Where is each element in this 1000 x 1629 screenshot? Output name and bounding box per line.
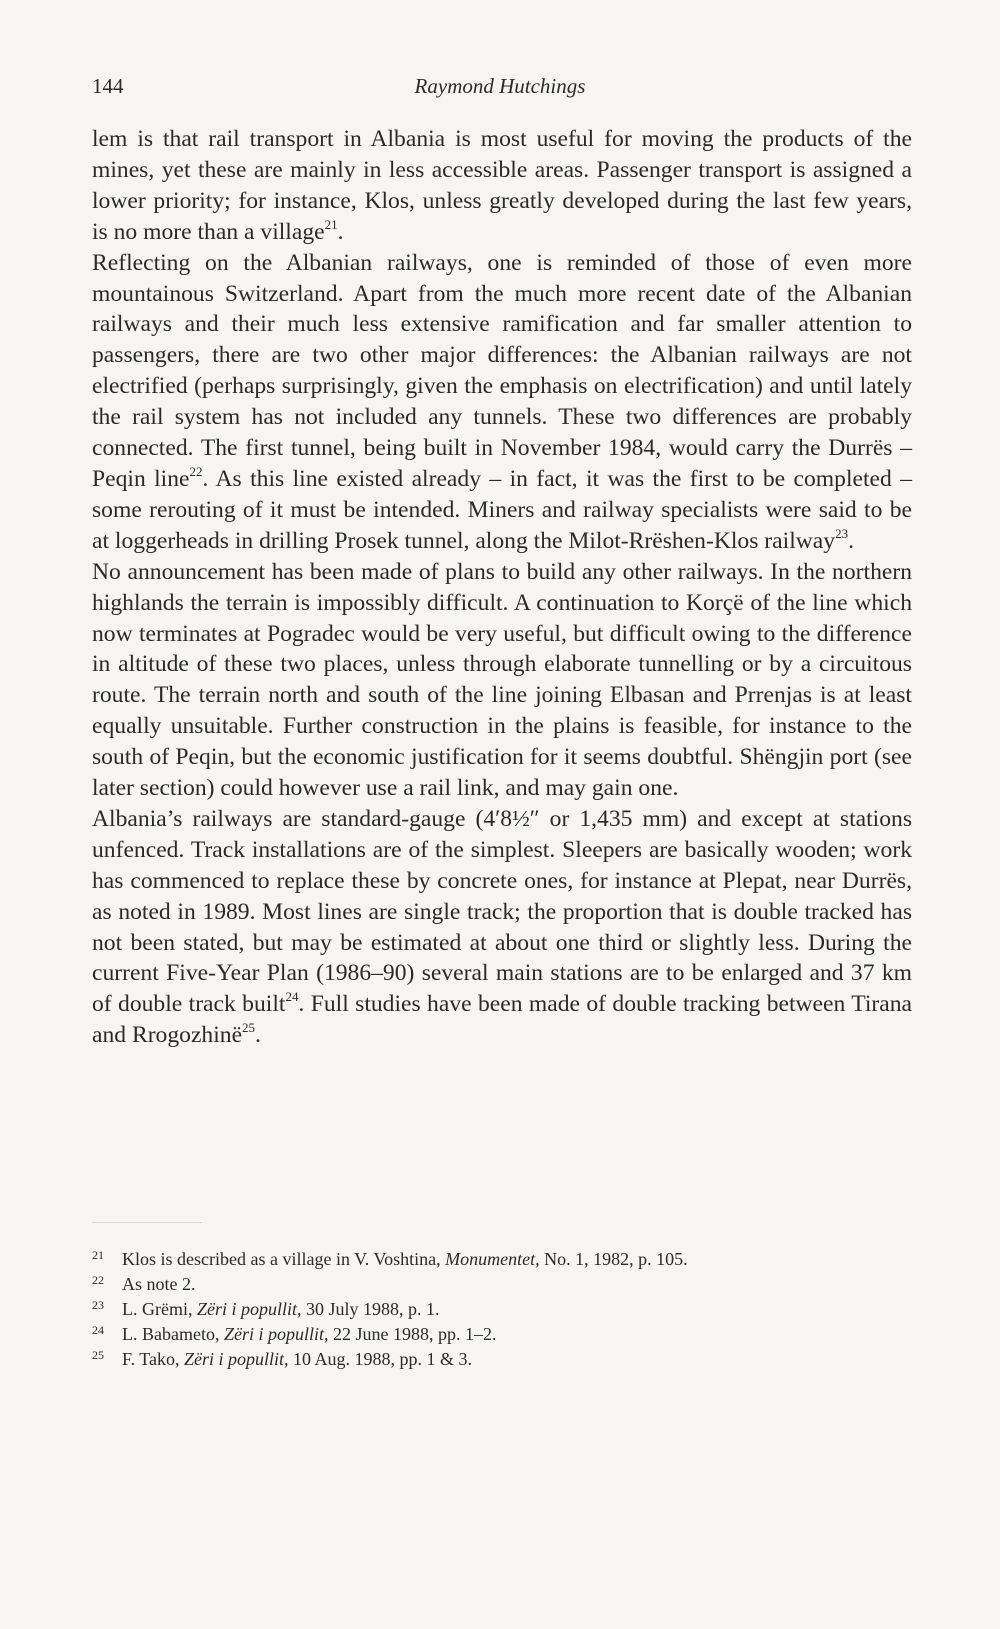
footnote-source-title: Zëri i popullit,	[223, 1324, 329, 1344]
body-text	[92, 124, 912, 1051]
footnote: 22 As note 2.	[92, 1272, 912, 1297]
running-head-author: Raymond Hutchings	[414, 74, 586, 98]
footnote: 25 F. Tako, Zëri i popullit, 10 Aug. 1988, pp. 1 & 3.	[92, 1347, 912, 1372]
footnote-number: 23	[92, 1298, 104, 1312]
footnotes	[92, 1247, 912, 1372]
paragraph: No announcement has been made of plans to build any other railways. In the northern highlands the terrain is impossibly difficult. A continuation to Korçë of the line which now terminates at Pogradec would be very useful, but difficult owing to the difference in altitude of these two places, unless through elaborate tunnelling or by a circuitous route. The terrain north and south of the line joining Elbasan and Prrenjas is at least equally unsuitable. Further construction in the plains is feasible, for instance to the south of Peqin, but the economic justification for it seems doubtful. Shëngjin port (see later section) could however use a rail link, and may gain one.	[92, 558, 912, 802]
footnote-ref[interactable]: 21	[324, 216, 338, 232]
footnote-ref[interactable]: 22	[189, 463, 203, 479]
footnote-source-title: Zëri i popullit,	[183, 1349, 289, 1369]
footnote-source-title: Monumentet,	[445, 1249, 540, 1269]
footnote-ref[interactable]: 25	[242, 1020, 256, 1036]
footnote-source-title: Zëri i popullit,	[196, 1299, 302, 1319]
paragraph: Albania’s railways are standard-gauge (4′8½″ or 1,435 mm) and except at stations unfenced. Track installations are of the simplest. Sleepers are basically wooden; work has commenced to replace these by concrete ones, for instance at Plepat, near Durrës, as noted in 1989. Most lines are single track; the proportion that is double tracked has not been stated, but may be estimated at about one third or slightly less. During the current Five-Year Plan (1986–90) several main stations are to be enlarged and 37 km of double track built$^{24}$. Full studies have been made of double tracking between Tirana and Rrogozhinë$^{25}$.	[92, 805, 912, 1049]
footnote-number: 22	[92, 1273, 104, 1287]
footnote: 24 L. Babameto, Zëri i popullit, 22 June 1988, pp. 1–2.	[92, 1322, 912, 1347]
page-number: 144	[92, 74, 124, 98]
footnote-ref[interactable]: 24	[285, 989, 299, 1005]
footnote-number: 24	[92, 1323, 104, 1337]
footnote-divider	[92, 1222, 202, 1223]
footnote-number: 21	[92, 1248, 104, 1262]
footnote-number: 25	[92, 1348, 104, 1362]
footnote-ref[interactable]: 23	[835, 525, 849, 541]
running-head	[92, 74, 908, 104]
paragraph: Reflecting on the Albanian railways, one is reminded of those of even more mountainous Switzerland. Apart from the much more recent date of the Albanian railways and their much less extensive ramification and far smaller attention to passengers, there are two other major differences: the Albanian railways are not electrified (perhaps surprisingly, given the emphasis on electrification) and until lately the rail system has not included any tunnels. These two differences are probably connected. The first tunnel, being built in November 1984, would carry the Durrës – Peqin line$^{22}$. As this line existed already – in fact, it was the first to be completed – some rerouting of it must be intended. Miners and railway specialists were said to be at loggerheads in drilling Prosek tunnel, along the Milot-Rrëshen-Klos railway$^{23}$.	[92, 249, 912, 554]
footnote: 23 L. Grëmi, Zëri i popullit, 30 July 1988, p. 1.	[92, 1297, 912, 1322]
footnote: 21 Klos is described as a village in V. Voshtina, Monumentet, No. 1, 1982, p. 105.	[92, 1247, 912, 1272]
paragraph: lem is that rail transport in Albania is most useful for moving the products of the mines, yet these are mainly in less accessible areas. Passenger transport is assigned a lower priority; for instance, Klos, unless greatly developed during the last few years, is no more than a village$^{21}$.	[92, 126, 912, 245]
